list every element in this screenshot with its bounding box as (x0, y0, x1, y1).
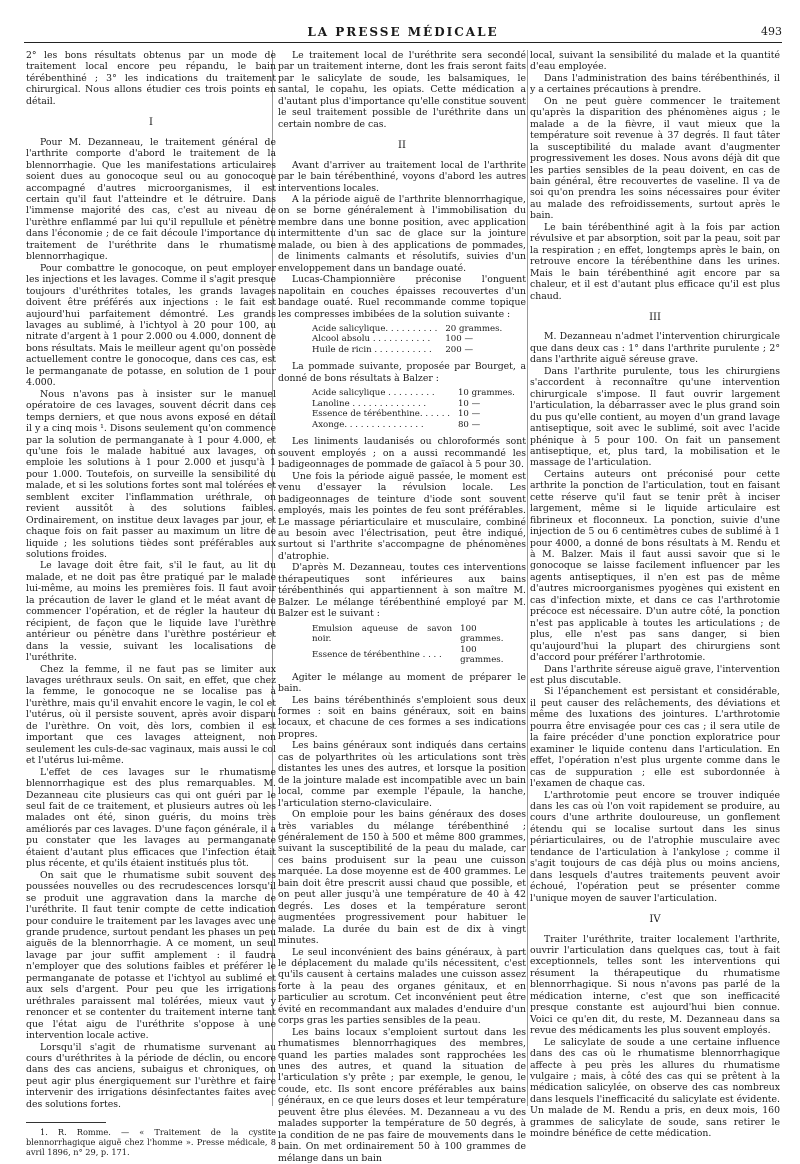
ingredient: Emulsion aqueuse de savon noir. (312, 623, 453, 645)
paragraph: Une fois la période aiguë passée, le moment est venu d'essayer la révulsion locale. Les badigeonnages de teinture d'iode sont souvent employés, mais les pointes de feu sont préférables. Le massage périarticulaire et musculaire, combiné au besoin avec l'électrisation, peut être indiqué, surtout si l'arthrite s'accompagne de phénomènes d'atrophie. (278, 470, 526, 562)
quantity: 80 — (457, 419, 481, 430)
ingredient: Essence de térébenthine. . . . . . (312, 409, 450, 420)
paragraph: Le lavage doit être fait, s'il le faut, au lit du malade, et ne doit pas être pratiqué par le malade lui-même, au moins les premières fois. Il faut avoir la précaution de laver le gland et le méat avant de commencer l'opération, et de régler la hauteur du récipient, de façon que le liquide lave l'urèthre antérieur ou pénètre dans l'urèthre postérieur et dans la vessie, suivant les localisations de l'uréthrite. (26, 560, 276, 664)
recipe-row (308, 420, 519, 431)
quantity: 10 — (457, 398, 481, 409)
paragraph: Le seul inconvénient des bains généraux, à part le déplacement du malade qu'ils nécessitent, c'est qu'ils causent à certains malades une cuisson assez forte à la peau des organes génitaux, et en particulier au scrotum. Cet inconvénient peut être évité en recommandant aux malades d'enduire d'un corps gras les parties sensibles de la peau. (278, 946, 526, 1027)
ingredient: Acide salicylique. . . . . . . . . . (312, 323, 438, 334)
paragraph: Agiter le mélange au moment de préparer le bain. (278, 671, 526, 695)
quantity: 100 — (445, 334, 474, 345)
paragraph: Les bains généraux sont indiqués dans certains cas de polyarthrites où les articulations sont très distantes les unes des autres, et lorsque la position de la jointure malade est incompatible avec un bain local, comme par exemple l'épaule, la hanche, l'articulation sterno-claviculaire. (278, 740, 526, 809)
paragraph: D'après M. Dezanneau, toutes ces interventions thérapeutiques sont inférieures aux bains térébenthinés qui appartiennent à son maître M. Balzer. Le mélange térébenthiné employé par M. Balzer est le suivant : (278, 562, 526, 620)
recipe-row (308, 388, 519, 399)
paragraph: On ne peut guère commencer le traitement qu'après la disparition des phénomènes aigus ; le malade a de la fièvre, il vaut mieux que la température soit revenue à 37 degrés. Il faut tâter la susceptibilité du malade avant d'augmenter progressivement les doses. Nous avons déjà dit que les parties sensibles de la peau doivent, en cas de bain général, être recouvertes de vaseline. Il va de soi qu'on prendra les soins nécessaires pour éviter au malade des refroidissements, surtout après le bain. (530, 95, 780, 222)
column-divider (527, 50, 528, 1106)
paragraph: Le traitement local de l'uréthrite sera secondé par un traitement interne, dont les frais seront faits par le salicylate de soude, les balsamiques, le santal, le copahu, les opiats. Cette médication a d'autant plus d'importance qu'elle constitue souvent le seul traitement possible de l'uréthrite dans un certain nombre de cas. (278, 50, 526, 130)
recipe-table (308, 388, 519, 430)
paragraph: local, suivant la sensibilité du malade et la quantité d'eau employée. (530, 50, 780, 73)
footnote: 1. R. Romme. — « Traitement de la cystite blennorrhagique aiguë chez l'homme ». Presse médicale, 8 avril 1896, n° 29, p. 171. (26, 1127, 276, 1158)
column-1 (26, 50, 276, 1158)
recipe-table (308, 624, 526, 666)
recipe-row (308, 399, 519, 410)
section-heading: III (649, 311, 661, 323)
paragraph: M. Dezanneau n'admet l'intervention chirurgicale que dans deux cas : 1° dans l'arthrite purulente ; 2° dans l'arthrite aiguë séreuse grave. (530, 331, 780, 366)
paragraph: Dans l'arthrite séreuse aiguë grave, l'intervention est plus discutable. (530, 663, 780, 687)
recipe-row (308, 409, 519, 420)
ingredient: Axonge. . . . . . . . . . . . . . . (312, 419, 424, 430)
paragraph: La pommade suivante, proposée par Bourget, a donné de bons résultats à Balzer : (278, 361, 526, 384)
section-heading: IV (649, 914, 661, 926)
column-2 (278, 50, 526, 1164)
recipe-row (308, 324, 506, 335)
ingredient: Huile de ricin . . . . . . . . . . . (312, 344, 432, 355)
journal-title: LA PRESSE MÉDICALE (307, 25, 499, 39)
paragraph: Le bain térébenthiné agit à la fois par action révulsive et par absorption, soit par la peau, soit par la respiration ; en effet, longtemps après le bain, on retrouve encore la térébenthine dans les urines. Mais le bain térébenthiné agit encore par sa chaleur, et il est d'autant plus efficace qu'il est plus chaud. (530, 221, 780, 302)
paragraph: Avant d'arriver au traitement local de l'arthrite par le bain térébenthiné, voyons d'abord les autres interventions locales. (278, 159, 526, 194)
recipe-table (308, 324, 506, 356)
paragraph: A la période aiguë de l'arthrite blennorrhagique, on se borne généralement à l'immobilisation du membre dans une bonne position, avec application intermittente d'un sac de glace sur la jointure malade, ou bien à des applications de pommades, de liniments calmants et résolutifs, suivies d'un enveloppement dans un bandage ouaté. (278, 193, 526, 274)
paragraph: Certains auteurs ont préconisé pour cette arthrite la ponction de l'articulation, tout en faisant cette réserve qu'il faut se tenir prêt à inciser largement, même si le liquide articulaire est fibrineux et floconneux. La ponction, suivie d'une injection de 5 ou 6 centimètres cubes de sublimé à 1 pour 4000, a donné de bons résultats à M. Rendu et à M. Balzer. Mais il faut aussi savoir que si le gonocoque se laisse facilement influencer par les agents antiseptiques, il n'en est pas de même d'autres microorganismes pyogènes qui existent en cas d'infection mixte, et dans ce cas l'arthrotomie précoce est nécessaire. D'un autre côté, la ponction n'est pas applicable à toutes les articulations ; de plus, elle n'est pas sans danger, si bien qu'aujourd'hui la plupart des chirurgiens sont d'accord pour préférer l'arthrotomie. (530, 468, 780, 664)
paragraph: Pour combattre le gonocoque, on peut employer les injections et les lavages. Comme il s'agit presque toujours d'uréthrites totales, les grands lavages doivent être préférés aux injections : le fait est aujourd'hui parfaitement démontré. Les grands lavages au sublimé, à l'ichtyol à 20 pour 100, au nitrate d'argent à 1 pour 2.000 ou 4.000, donnent de bons résultats. Mais le meilleur agent qu'on possède actuellement contre le gonocoque, dans ces cas, est le permanganate de potasse, en solution de 1 pour 4.000. (26, 262, 276, 389)
recipe-row (308, 334, 506, 345)
quantity: 10 grammes. (457, 388, 515, 399)
paragraph: On emploie pour les bains généraux des doses très variables du mélange térébenthiné ; généralement de 150 à 500 et même 800 grammes, suivant la susceptibilité de la peau du malade, car ces bains produisent sur la peau une cuisson marquée. La dose moyenne est de 400 grammes. Le bain doit être prescrit aussi chaud que possible, et on peut aller jusqu'à une température de 40 à 42 degrés. Les doses et la température seront augmentées progressivement pour habituer le malade. La durée du bain est de dix à vingt minutes. (278, 809, 526, 947)
paragraph: L'effet de ces lavages sur le rhumatisme blennorrhagique est des plus remarquables. M. Dezanneau cite plusieurs cas qui ont guéri par le seul fait de ce traitement, et plusieurs autres où les malades ont été, sinon guéris, du moins très améliorés par ces lavages. D'une façon générale, il a pu constater que les lavages au permanganate étaient d'autant plus efficaces que l'infection était plus récente, et qu'ils étaient institués plus tôt. (26, 766, 276, 870)
paragraph: L'arthrotomie peut encore se trouver indiquée dans les cas où l'on voit rapidement se produire, au cours d'une arthrite douloureuse, un gonflement étendu qui se localise surtout dans les sinus périarticulaires, ou de l'atrophie musculaire avec tendance de l'articulation à l'ankylose ; comme il s'agit toujours de cas déjà plus ou moins anciens, dans lesquels d'autres traitements peuvent avoir échoué, l'opération peut se présenter comme l'unique moyen de sauver l'articulation. (530, 789, 780, 904)
paragraph: Les liniments laudanisés ou chloroformés sont souvent employés ; on a aussi recommandé les badigeonnages de pommade de gaïacol à 5 pour 30. (278, 436, 526, 471)
ingredient: Acide salicylique . . . . . . . . . (312, 388, 435, 399)
paragraph: Lorsqu'il s'agit de rhumatisme survenant au cours d'uréthrites à la période de déclin, ou encore dans des cas anciens, subaigus et chroniques, on peut agir plus énergiquement sur l'urèthre et faire intervenir des irrigations désinfectantes faites avec des solutions fortes. (26, 1041, 276, 1110)
ingredient: Essence de térébenthine . . . . (312, 649, 442, 660)
paragraph: Nous n'avons pas à insister sur le manuel opératoire de ces lavages, souvent décrit dans ces temps derniers, et que nous avons exposé en détail il y a cinq mois ¹. Disons seulement qu'on commence par la solution de permanganate à 1 pour 4.000, et qu'une fois le malade habitué aux lavages, on emploie les solutions à 1 pour 2.000 et jusqu'à 1 pour 1.000. Toutefois, on surveille la sensibilité du malade, et si les solutions fortes sont mal tolérées et semblent exciter l'inflammation uréthrale, on revient aussitôt à des solutions faibles. Ordinairement, on institue deux lavages par jour, et chaque fois on fait passer au maximum un litre de liquide ; les solutions tièdes sont préférables aux solutions froides. (26, 388, 276, 561)
paragraph: Traiter l'uréthrite, traiter localement l'arthrite, ouvrir l'articulation dans quelques cas, tout à fait exceptionnels, telles sont les interventions qui résument la thérapeutique du rhumatisme blennorrhagique. Si nous n'avons pas parlé de la médication interne, c'est que son inefficacité presque constante est aujourd'hui bien connue. Voici ce qu'en dit, du reste, M. Dezanneau dans sa revue des médicaments les plus souvent employés. (530, 933, 780, 1037)
recipe-row (308, 645, 526, 666)
paragraph: Si l'épanchement est persistant et considérable, il peut causer des relâchements, des déviations et même des luxations des jointures. L'arthrotomie pourra être envisagée pour ces cas ; il sera utile de la faire précéder d'une ponction exploratrice pour examiner le liquide contenu dans l'articulation. En effet, l'opération n'est plus urgente comme dans le cas de suppuration ; elle est subordonnée à l'examen de chaque cas. (530, 686, 780, 790)
running-header (24, 22, 782, 43)
section-heading: II (398, 140, 406, 152)
paragraph: Dans l'administration des bains térébenthinés, il y a certaines précautions à prendre. (530, 72, 780, 96)
section-heading: I (149, 117, 153, 129)
footnote-rule (26, 1122, 106, 1123)
recipe-row (308, 624, 526, 645)
ingredient: Alcool absolu . . . . . . . . . . . (312, 334, 431, 345)
paragraph: Les bains térébenthinés s'emploient sous deux formes : soit en bains généraux, soit en bains locaux, et chacune de ces formes a ses indications propres. (278, 694, 526, 740)
paragraph: Chez la femme, il ne faut pas se limiter aux lavages uréthraux seuls. On sait, en effet, que chez la femme, le gonocoque ne se localise pas à l'urèthre, mais qu'il envahit encore le vagin, le col et l'utérus, où il persiste souvent, après avoir disparu de l'urèthre. On voit, dès lors, combien il est important que ces lavages atteignent, non seulement les culs-de-sac vaginaux, mais aussi le col et l'utérus lui-même. (26, 663, 276, 767)
quantity: 100 grammes. (460, 644, 504, 666)
paragraph: 2° les bons résultats obtenus par un mode de traitement local encore peu répandu, le bain térébenthiné ; 3° les indications du traitement chirurgical. Nous allons étudier ces trois points en détail. (26, 50, 276, 107)
quantity: 20 grammes. (445, 323, 503, 334)
paragraph: Les bains locaux s'emploient surtout dans les rhumatismes blennorrhagiques des membres, quand les parties malades sont rapprochées les unes des autres, et quand la situation de l'articulation s'y prête ; par exemple, le genou, le coude, etc. Ils sont encore préférables aux bains généraux, en ce que leurs doses et leur température peuvent être plus élevées. M. Dezanneau a vu des malades supporter la température de 50 degrés, à la condition de ne pas faire de mouvements dans le bain. On met ordinairement 50 à 100 grammes de mélange dans un bain (278, 1026, 526, 1164)
column-3 (530, 50, 780, 1140)
ingredient: Lanoline . . . . . . . . . . . . . . (312, 398, 427, 409)
paragraph: On sait que le rhumatisme subit souvent des poussées nouvelles ou des recrudescences lorsqu'il se produit une aggravation dans la marche de l'uréthrite. Il faut tenir compte de cette indication pour conduire le traitement par les lavages avec une grande prudence, surtout pendant les phases un peu aiguës de la blennorrhagie. A ce moment, un seul lavage par jour suffit amplement : il faudra n'employer que des solutions faibles et préférer le permanganate de potasse et l'ichtyol au sublimé et aux sels d'argent. Pour peu que les irrigations uréthrales paraissent mal tolérées, mieux vaut y renoncer et se contenter du traitement interne tant que l'état aigu de l'uréthrite s'oppose à une intervention locale active. (26, 869, 276, 1042)
page-number: 493 (761, 25, 782, 38)
paragraph: Dans l'arthrite purulente, tous les chirurgiens s'accordent à reconnaître qu'une intervention chirurgicale s'impose. Il faut ouvrir largement l'articulation, la débarrasser avec le plus grand soin du pus qu'elle contient, au moyen d'un grand lavage antiseptique, soit avec le sublimé, soit avec l'acide phénique à 5 pour 100. On fait un pansement antiseptique, et, plus tard, la mobilisation et le massage de l'articulation. (530, 365, 780, 469)
recipe-row (308, 345, 506, 356)
paragraph: Pour M. Dezanneau, le traitement général de l'arthrite comporte d'abord le traitement de la blennorrhagie. Que les manifestations articulaires soient dues au gonocoque seul ou au gonocoque accompagné d'autres microorganismes, il est certain qu'il faut l'atteindre et le détruire. Dans l'immense majorité des cas, c'est au niveau de l'urèthre enflammé par lui qu'il repullule et pénètre dans l'économie ; de ce fait découle l'importance du traitement de l'uréthrite dans le rhumatisme blennorrhagique. (26, 136, 276, 263)
paragraph: Lucas-Championnière préconise l'onguent napolitain en couches épaisses recouvertes d'un bandage ouaté. Ruel recommande comme topique les compresses imbibées de la solution suivante : (278, 274, 526, 320)
quantity: 100 grammes. (460, 623, 504, 645)
paragraph: Le salicylate de soude a une certaine influence dans des cas où le rhumatisme blennorrhagique affecte à peu près les allures du rhumatisme vulgaire ; mais, à côté des cas qui se prêtent à la médication salicylée, on observe des cas nombreux dans lesquels l'inefficacité du salicylate est évidente. Un malade de M. Rendu a pris, en deux mois, 160 grammes de salicylate de soude, sans retirer le moindre bénéfice de cette médication. (530, 1036, 780, 1140)
quantity: 200 — (445, 344, 474, 355)
quantity: 10 — (457, 409, 481, 420)
